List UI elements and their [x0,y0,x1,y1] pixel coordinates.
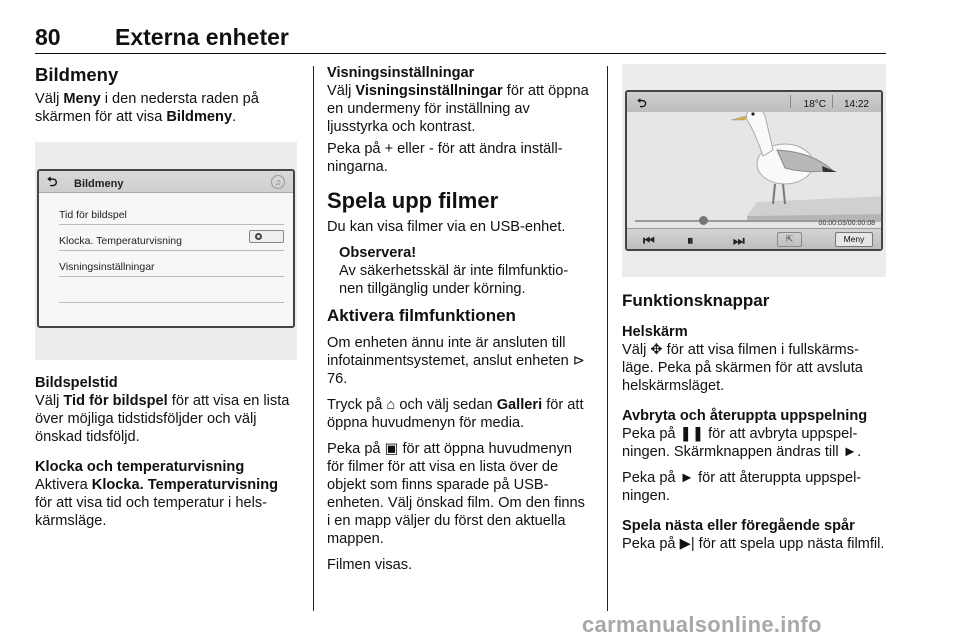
progress-bar [635,220,818,222]
paragraph: Tryck på ⌂ och välj sedan Galleri för att öppna huvudmenyn för media. [327,397,584,431]
subheading: Avbryta och återuppta uppspelning [622,408,868,424]
music-note-icon: ♫ [271,175,285,189]
menu-item: Klocka. Temperaturvisning [59,225,284,251]
paragraph: Peka på ► för att återuppta uppspel-ningen. [622,470,862,504]
screen-title-bar [39,171,293,193]
timecode: 00:00:03/00:00:08 [818,220,875,227]
fullscreen-icon: ⇱ [777,232,802,247]
paragraph: Välj ✥ för att visa filmen i fullskärms-läge. Peka på skärmen för att avsluta helskärmsläget. [622,342,863,394]
column-divider [313,66,314,611]
paragraph: Peka på ❚❚ för att avbryta uppspel-ningen. Skärmknappen ändras till ►. [622,426,862,460]
pause-icon: ⏸ [687,233,694,248]
section-heading: Funktionsknappar [622,291,770,310]
subheading: Helskärm [622,324,688,340]
column-3 [622,64,886,553]
screen-title: Bildmeny [74,178,124,190]
menu-button: Meny [835,232,873,247]
paragraph: Välj Tid för bildspel för att visa en lista över möjliga tidstidsföljder och välj önskad tidsföljd. [35,393,290,445]
screen-frame [625,90,883,251]
column-2 [327,64,589,574]
subheading: Visningsinställningar [327,65,475,81]
paragraph: Aktivera Klocka. Temperaturvisning för att visa tid och temperatur i hels-kärmsläge. [35,477,279,529]
menu-item [59,277,284,303]
toggle-icon [249,230,284,243]
paragraph: Välj Meny i den nedersta raden på skärmen för att visa Bildmeny. [35,91,259,125]
subheading: Spela nästa eller föregående spår [622,518,855,534]
paragraph: Filmen visas. [327,557,413,573]
previous-icon: ⏮ [643,233,655,248]
subheading: Klocka och temperaturvisning [35,459,245,475]
bildmeny-screenshot [35,142,297,360]
column-divider [607,66,608,611]
page-number: 80 [35,24,61,50]
screen-frame [37,169,295,328]
page-header [35,18,886,54]
section-heading: Bildmeny [35,64,119,85]
paragraph: Om enheten ännu inte är ansluten till infotainmentsystemet, anslut enheten ⊳ 76. [327,335,586,387]
note-title: Observera! [339,245,417,261]
paragraph: Du kan visa filmer via en USB-enhet. [327,219,566,235]
temperature: 18°C [803,99,826,110]
note-text: Av säkerhetsskäl är inte filmfunktio-nen tillgänglig under körning. [339,263,569,297]
control-bar [627,228,881,250]
menu-item: Visningsinställningar [59,251,284,277]
column-1 [35,64,297,530]
menu-item: Tid för bildspel [59,199,284,225]
next-icon: ⏭ [733,233,745,248]
paragraph: Peka på + eller - för att ändra inställ-ningarna. [327,141,563,175]
progress-knob [699,216,708,225]
subheading: Bildspelstid [35,375,118,391]
section-heading: Spela upp filmer [327,188,499,213]
paragraph: Peka på ▶| för att spela upp nästa filmfil. [622,536,885,552]
status-bar [627,92,881,112]
back-icon: ⮌ [47,174,58,189]
video-player-screenshot [622,64,886,277]
subsection-heading: Aktivera filmfunktionen [327,306,516,325]
separator [832,95,833,108]
paragraph: Välj Visningsinställningar för att öppna en undermeny för inställning av ljusstyrka och kontrast. [327,83,589,135]
paragraph: Peka på ▣ för att öppna huvudmenyn för filmer för att visa en lista över de objekt som finns sparade på USB-enheten. Välj önskad film. Om den finns i en mapp väljer du först den aktuella mappen. [327,441,585,547]
back-icon: ⮌ [637,96,647,110]
separator [790,95,791,108]
note-box [327,244,589,298]
page-title: Externa enheter [115,24,289,50]
watermark: carmanualsonline.info [582,612,822,637]
clock: 14:22 [843,99,869,110]
